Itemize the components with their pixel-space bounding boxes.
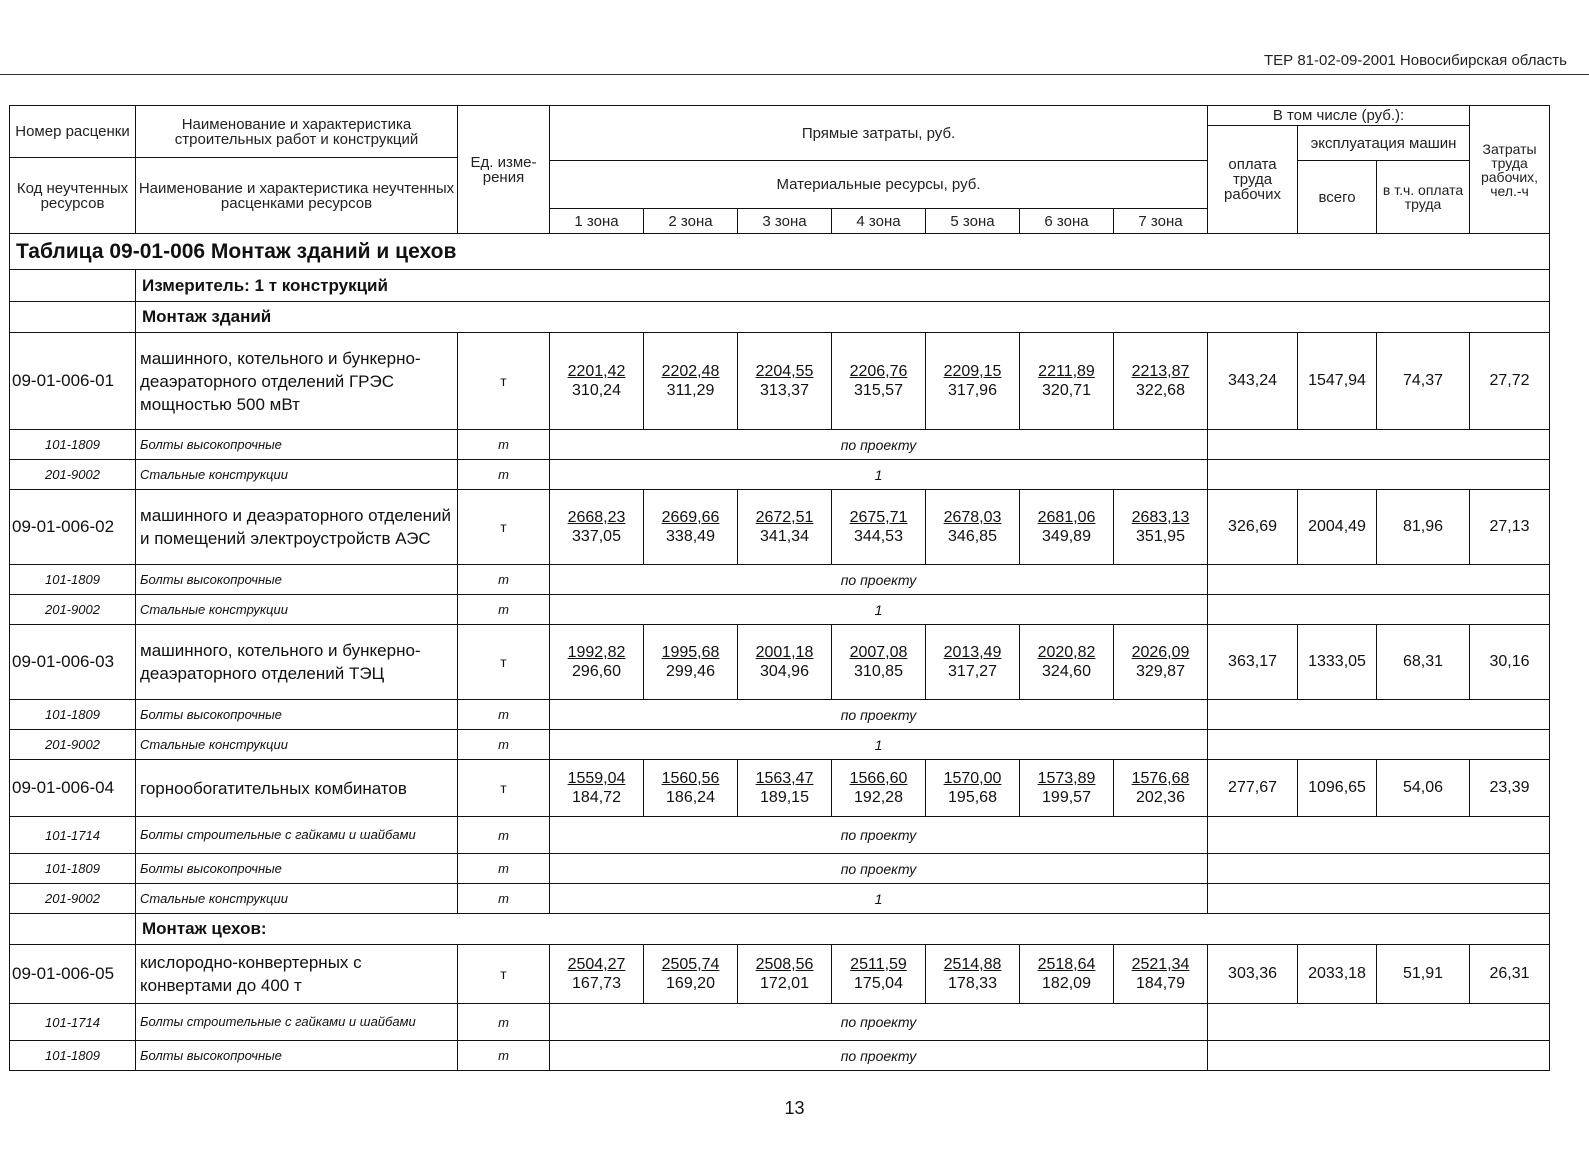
machine-total-value: 1333,05	[1298, 625, 1377, 700]
resource-row	[10, 884, 1550, 914]
empty-cell	[1208, 884, 1550, 914]
rate-unit: т	[458, 760, 550, 817]
direct-cost-value: 2013,49	[943, 644, 1002, 661]
machine-wage-value: 51,91	[1377, 945, 1470, 1004]
rate-row	[10, 625, 1550, 700]
direct-cost-value: 1573,89	[1037, 770, 1096, 787]
labor-value: 27,72	[1470, 333, 1550, 430]
resource-code: 201-9002	[10, 730, 136, 760]
zone-cost-cell	[738, 945, 832, 1004]
col-header-zone: 6 зона	[1020, 209, 1114, 234]
col-header-direct-costs: Прямые затраты, руб.	[550, 106, 1208, 161]
page-number: 13	[784, 1098, 805, 1118]
zone-cost-cell	[644, 625, 738, 700]
col-header-zone: 4 зона	[832, 209, 926, 234]
material-cost-value: 178,33	[948, 975, 997, 992]
empty-cell	[1208, 730, 1550, 760]
section-row	[10, 914, 1550, 945]
material-cost-value: 184,79	[1136, 975, 1185, 992]
resource-quantity: 1	[550, 884, 1208, 914]
labor-value: 27,13	[1470, 490, 1550, 565]
material-cost-value: 202,36	[1136, 789, 1185, 806]
resource-code: 201-9002	[10, 595, 136, 625]
resource-code: 101-1714	[10, 817, 136, 854]
machine-wage-value: 81,96	[1377, 490, 1470, 565]
col-header-machines: эксплуатация машин	[1298, 126, 1470, 161]
material-cost-value: 341,34	[760, 528, 809, 545]
col-header-resource-name: Наименование и характеристика неучтенных расценками ресурсов	[136, 158, 458, 234]
direct-cost-value: 1995,68	[661, 644, 720, 661]
material-cost-value: 320,71	[1042, 382, 1091, 399]
zone-cost-cell	[1114, 760, 1208, 817]
labor-value: 23,39	[1470, 760, 1550, 817]
resource-name: Стальные конструкции	[136, 884, 458, 914]
material-cost-value: 299,46	[666, 663, 715, 680]
resource-row	[10, 595, 1550, 625]
direct-cost-value: 1559,04	[567, 770, 626, 787]
zone-cost-cell	[1020, 625, 1114, 700]
direct-cost-value: 2505,74	[661, 956, 720, 973]
resource-unit: т	[458, 1004, 550, 1041]
empty-cell	[1208, 460, 1550, 490]
rate-unit: т	[458, 625, 550, 700]
resource-code: 101-1714	[10, 1004, 136, 1041]
col-header-unit: Ед. изме- рения	[458, 106, 550, 234]
machine-wage-value: 54,06	[1377, 760, 1470, 817]
rate-name: машинного, котельного и бункерно-деаэраторного отделений ТЭЦ	[136, 625, 458, 700]
resource-name: Болты высокопрочные	[136, 565, 458, 595]
zone-cost-cell	[926, 490, 1020, 565]
direct-cost-value: 2202,48	[661, 363, 720, 380]
direct-cost-value: 2211,89	[1038, 363, 1095, 380]
material-cost-value: 304,96	[760, 663, 809, 680]
resource-code: 101-1809	[10, 700, 136, 730]
direct-cost-value: 2504,27	[567, 956, 626, 973]
resource-row	[10, 854, 1550, 884]
direct-cost-value: 2201,42	[567, 363, 626, 380]
direct-cost-value: 2209,15	[943, 363, 1002, 380]
resource-name: Стальные конструкции	[136, 595, 458, 625]
material-cost-value: 311,29	[666, 382, 715, 399]
rate-row	[10, 490, 1550, 565]
resource-unit: т	[458, 884, 550, 914]
resource-unit: т	[458, 700, 550, 730]
zone-cost-cell	[644, 490, 738, 565]
col-header-machine-total: всего	[1298, 161, 1377, 234]
rate-name: машинного и деаэраторного отделений и помещений электроустройств АЭС	[136, 490, 458, 565]
labor-value: 26,31	[1470, 945, 1550, 1004]
direct-cost-value: 2001,18	[755, 644, 814, 661]
material-cost-value: 167,73	[572, 975, 621, 992]
direct-cost-value: 2518,64	[1037, 956, 1096, 973]
col-header-zone: 3 зона	[738, 209, 832, 234]
direct-cost-value: 1576,68	[1131, 770, 1190, 787]
material-cost-value: 351,95	[1136, 528, 1185, 545]
wage-value: 343,24	[1208, 333, 1298, 430]
zone-cost-cell	[832, 945, 926, 1004]
machine-wage-value: 74,37	[1377, 333, 1470, 430]
direct-cost-value: 2508,56	[755, 956, 814, 973]
col-header-resource-code: Код неучтенных ресурсов	[10, 158, 136, 234]
zone-cost-cell	[926, 333, 1020, 430]
resource-unit: т	[458, 1041, 550, 1071]
resource-code: 101-1809	[10, 1041, 136, 1071]
material-cost-value: 189,15	[760, 789, 809, 806]
empty-cell	[1208, 817, 1550, 854]
zone-cost-cell	[926, 760, 1020, 817]
direct-cost-value: 2213,87	[1131, 363, 1190, 380]
direct-cost-value: 2669,66	[661, 509, 720, 526]
section-row	[10, 302, 1550, 333]
rate-unit: т	[458, 490, 550, 565]
direct-cost-value: 2681,06	[1037, 509, 1096, 526]
resource-quantity: по проекту	[550, 1004, 1208, 1041]
direct-cost-value: 2007,08	[849, 644, 908, 661]
resource-name: Болты строительные с гайками и шайбами	[136, 817, 458, 854]
zone-cost-cell	[738, 490, 832, 565]
rate-code: 09-01-006-05	[10, 945, 136, 1004]
rate-unit: т	[458, 945, 550, 1004]
zone-cost-cell	[1114, 625, 1208, 700]
resource-row	[10, 730, 1550, 760]
material-cost-value: 199,57	[1042, 789, 1091, 806]
resource-quantity: 1	[550, 460, 1208, 490]
wage-value: 363,17	[1208, 625, 1298, 700]
direct-cost-value: 2683,13	[1131, 509, 1190, 526]
zone-cost-cell	[644, 945, 738, 1004]
direct-cost-value: 2020,82	[1037, 644, 1096, 661]
col-header-name: Наименование и характеристика строительных работ и конструкций	[136, 106, 458, 158]
empty-cell	[1208, 1041, 1550, 1071]
rate-code: 09-01-006-03	[10, 625, 136, 700]
zone-cost-cell	[832, 760, 926, 817]
rate-code: 09-01-006-01	[10, 333, 136, 430]
zone-cost-cell	[550, 625, 644, 700]
resource-unit: т	[458, 854, 550, 884]
resource-row	[10, 565, 1550, 595]
empty-cell	[10, 302, 136, 333]
zone-cost-cell	[1114, 945, 1208, 1004]
wage-value: 277,67	[1208, 760, 1298, 817]
material-cost-value: 346,85	[948, 528, 997, 545]
resource-unit: т	[458, 565, 550, 595]
direct-cost-value: 2672,51	[755, 509, 814, 526]
col-header-machine-wage: в т.ч. оплата труда	[1377, 161, 1470, 234]
empty-cell	[10, 270, 136, 302]
resource-row	[10, 430, 1550, 460]
rate-code: 09-01-006-04	[10, 760, 136, 817]
empty-cell	[1208, 430, 1550, 460]
col-header-including: В том числе (руб.):	[1208, 106, 1470, 126]
direct-cost-value: 1992,82	[567, 644, 626, 661]
price-table	[9, 105, 1550, 1071]
resource-unit: т	[458, 817, 550, 854]
resource-unit: т	[458, 460, 550, 490]
empty-cell	[1208, 700, 1550, 730]
zone-cost-cell	[832, 625, 926, 700]
material-cost-value: 344,53	[854, 528, 903, 545]
direct-cost-value: 2668,23	[567, 509, 626, 526]
machine-total-value: 2004,49	[1298, 490, 1377, 565]
resource-quantity: по проекту	[550, 430, 1208, 460]
zone-cost-cell	[644, 333, 738, 430]
zone-cost-cell	[832, 333, 926, 430]
resource-name: Болты строительные с гайками и шайбами	[136, 1004, 458, 1041]
document-header: ТЕР 81-02-09-2001 Новосибирская область	[1264, 52, 1567, 69]
col-header-wage: оплата труда рабочих	[1208, 126, 1298, 234]
resource-quantity: по проекту	[550, 817, 1208, 854]
direct-cost-value: 1566,60	[849, 770, 908, 787]
wage-value: 326,69	[1208, 490, 1298, 565]
resource-quantity: по проекту	[550, 565, 1208, 595]
zone-cost-cell	[1020, 945, 1114, 1004]
machine-total-value: 1547,94	[1298, 333, 1377, 430]
col-header-zone: 7 зона	[1114, 209, 1208, 234]
header-divider	[0, 74, 1589, 75]
direct-cost-value: 1560,56	[661, 770, 720, 787]
resource-code: 101-1809	[10, 565, 136, 595]
material-cost-value: 338,49	[666, 528, 715, 545]
table-title: Таблица 09-01-006 Монтаж зданий и цехов	[10, 234, 1550, 270]
col-header-materials: Материальные ресурсы, руб.	[550, 161, 1208, 209]
material-cost-value: 310,85	[854, 663, 903, 680]
col-header-zone: 2 зона	[644, 209, 738, 234]
section-title: Монтаж цехов:	[136, 914, 1550, 945]
machine-wage-value: 68,31	[1377, 625, 1470, 700]
material-cost-value: 337,05	[572, 528, 621, 545]
zone-cost-cell	[550, 333, 644, 430]
measure-row: Измеритель: 1 т конструкций	[136, 270, 1550, 302]
zone-cost-cell	[738, 760, 832, 817]
empty-cell	[1208, 595, 1550, 625]
resource-name: Стальные конструкции	[136, 730, 458, 760]
resource-name: Болты высокопрочные	[136, 854, 458, 884]
zone-cost-cell	[738, 625, 832, 700]
direct-cost-value: 2675,71	[849, 509, 908, 526]
resource-code: 101-1809	[10, 854, 136, 884]
material-cost-value: 329,87	[1136, 663, 1185, 680]
material-cost-value: 186,24	[666, 789, 715, 806]
direct-cost-value: 2521,34	[1131, 956, 1190, 973]
rate-name: кислородно-конвертерных с конвертами до 400 т	[136, 945, 458, 1004]
resource-code: 101-1809	[10, 430, 136, 460]
zone-cost-cell	[926, 625, 1020, 700]
direct-cost-value: 2206,76	[849, 363, 908, 380]
resource-unit: т	[458, 595, 550, 625]
rate-row	[10, 760, 1550, 817]
material-cost-value: 313,37	[760, 382, 809, 399]
zone-cost-cell	[1114, 490, 1208, 565]
zone-cost-cell	[738, 333, 832, 430]
material-cost-value: 317,96	[948, 382, 997, 399]
material-cost-value: 296,60	[572, 663, 621, 680]
zone-cost-cell	[1020, 333, 1114, 430]
resource-quantity: 1	[550, 730, 1208, 760]
col-header-number: Номер расценки	[10, 106, 136, 158]
material-cost-value: 317,27	[948, 663, 997, 680]
resource-quantity: по проекту	[550, 1041, 1208, 1071]
col-header-zone: 5 зона	[926, 209, 1020, 234]
wage-value: 303,36	[1208, 945, 1298, 1004]
rate-code: 09-01-006-02	[10, 490, 136, 565]
resource-row	[10, 460, 1550, 490]
resource-name: Стальные конструкции	[136, 460, 458, 490]
rate-name: горнообогатительных комбинатов	[136, 760, 458, 817]
resource-code: 201-9002	[10, 884, 136, 914]
resource-name: Болты высокопрочные	[136, 430, 458, 460]
material-cost-value: 169,20	[666, 975, 715, 992]
direct-cost-value: 2204,55	[755, 363, 814, 380]
material-cost-value: 322,68	[1136, 382, 1185, 399]
direct-cost-value: 2514,88	[943, 956, 1002, 973]
section-title: Монтаж зданий	[136, 302, 1550, 333]
resource-code: 201-9002	[10, 460, 136, 490]
material-cost-value: 184,72	[572, 789, 621, 806]
resource-unit: т	[458, 430, 550, 460]
rate-unit: т	[458, 333, 550, 430]
zone-cost-cell	[832, 490, 926, 565]
rate-row	[10, 945, 1550, 1004]
empty-cell	[1208, 854, 1550, 884]
resource-row	[10, 700, 1550, 730]
zone-cost-cell	[550, 760, 644, 817]
zone-cost-cell	[550, 945, 644, 1004]
direct-cost-value: 1563,47	[755, 770, 814, 787]
rate-row	[10, 333, 1550, 430]
col-header-zone: 1 зона	[550, 209, 644, 234]
material-cost-value: 324,60	[1042, 663, 1091, 680]
resource-unit: т	[458, 730, 550, 760]
empty-cell	[1208, 1004, 1550, 1041]
machine-total-value: 2033,18	[1298, 945, 1377, 1004]
machine-total-value: 1096,65	[1298, 760, 1377, 817]
direct-cost-value: 1570,00	[943, 770, 1002, 787]
zone-cost-cell	[1114, 333, 1208, 430]
zone-cost-cell	[926, 945, 1020, 1004]
material-cost-value: 349,89	[1042, 528, 1091, 545]
labor-value: 30,16	[1470, 625, 1550, 700]
material-cost-value: 195,68	[948, 789, 997, 806]
resource-quantity: по проекту	[550, 700, 1208, 730]
zone-cost-cell	[1020, 760, 1114, 817]
resource-quantity: 1	[550, 595, 1208, 625]
direct-cost-value: 2511,59	[850, 956, 907, 973]
zone-cost-cell	[1020, 490, 1114, 565]
material-cost-value: 192,28	[854, 789, 903, 806]
resource-row	[10, 817, 1550, 854]
resource-row	[10, 1041, 1550, 1071]
material-cost-value: 315,57	[854, 382, 903, 399]
col-header-labor: Затраты труда рабочих, чел.-ч	[1470, 106, 1550, 234]
zone-cost-cell	[644, 760, 738, 817]
resource-name: Болты высокопрочные	[136, 700, 458, 730]
direct-cost-value: 2026,09	[1131, 644, 1190, 661]
material-cost-value: 310,24	[572, 382, 621, 399]
empty-cell	[10, 914, 136, 945]
resource-name: Болты высокопрочные	[136, 1041, 458, 1071]
rate-name: машинного, котельного и бункерно-деаэраторного отделений ГРЭС мощностью 500 мВт	[136, 333, 458, 430]
resource-row	[10, 1004, 1550, 1041]
empty-cell	[1208, 565, 1550, 595]
material-cost-value: 172,01	[760, 975, 809, 992]
material-cost-value: 175,04	[854, 975, 903, 992]
resource-quantity: по проекту	[550, 854, 1208, 884]
zone-cost-cell	[550, 490, 644, 565]
material-cost-value: 182,09	[1042, 975, 1091, 992]
direct-cost-value: 2678,03	[943, 509, 1002, 526]
